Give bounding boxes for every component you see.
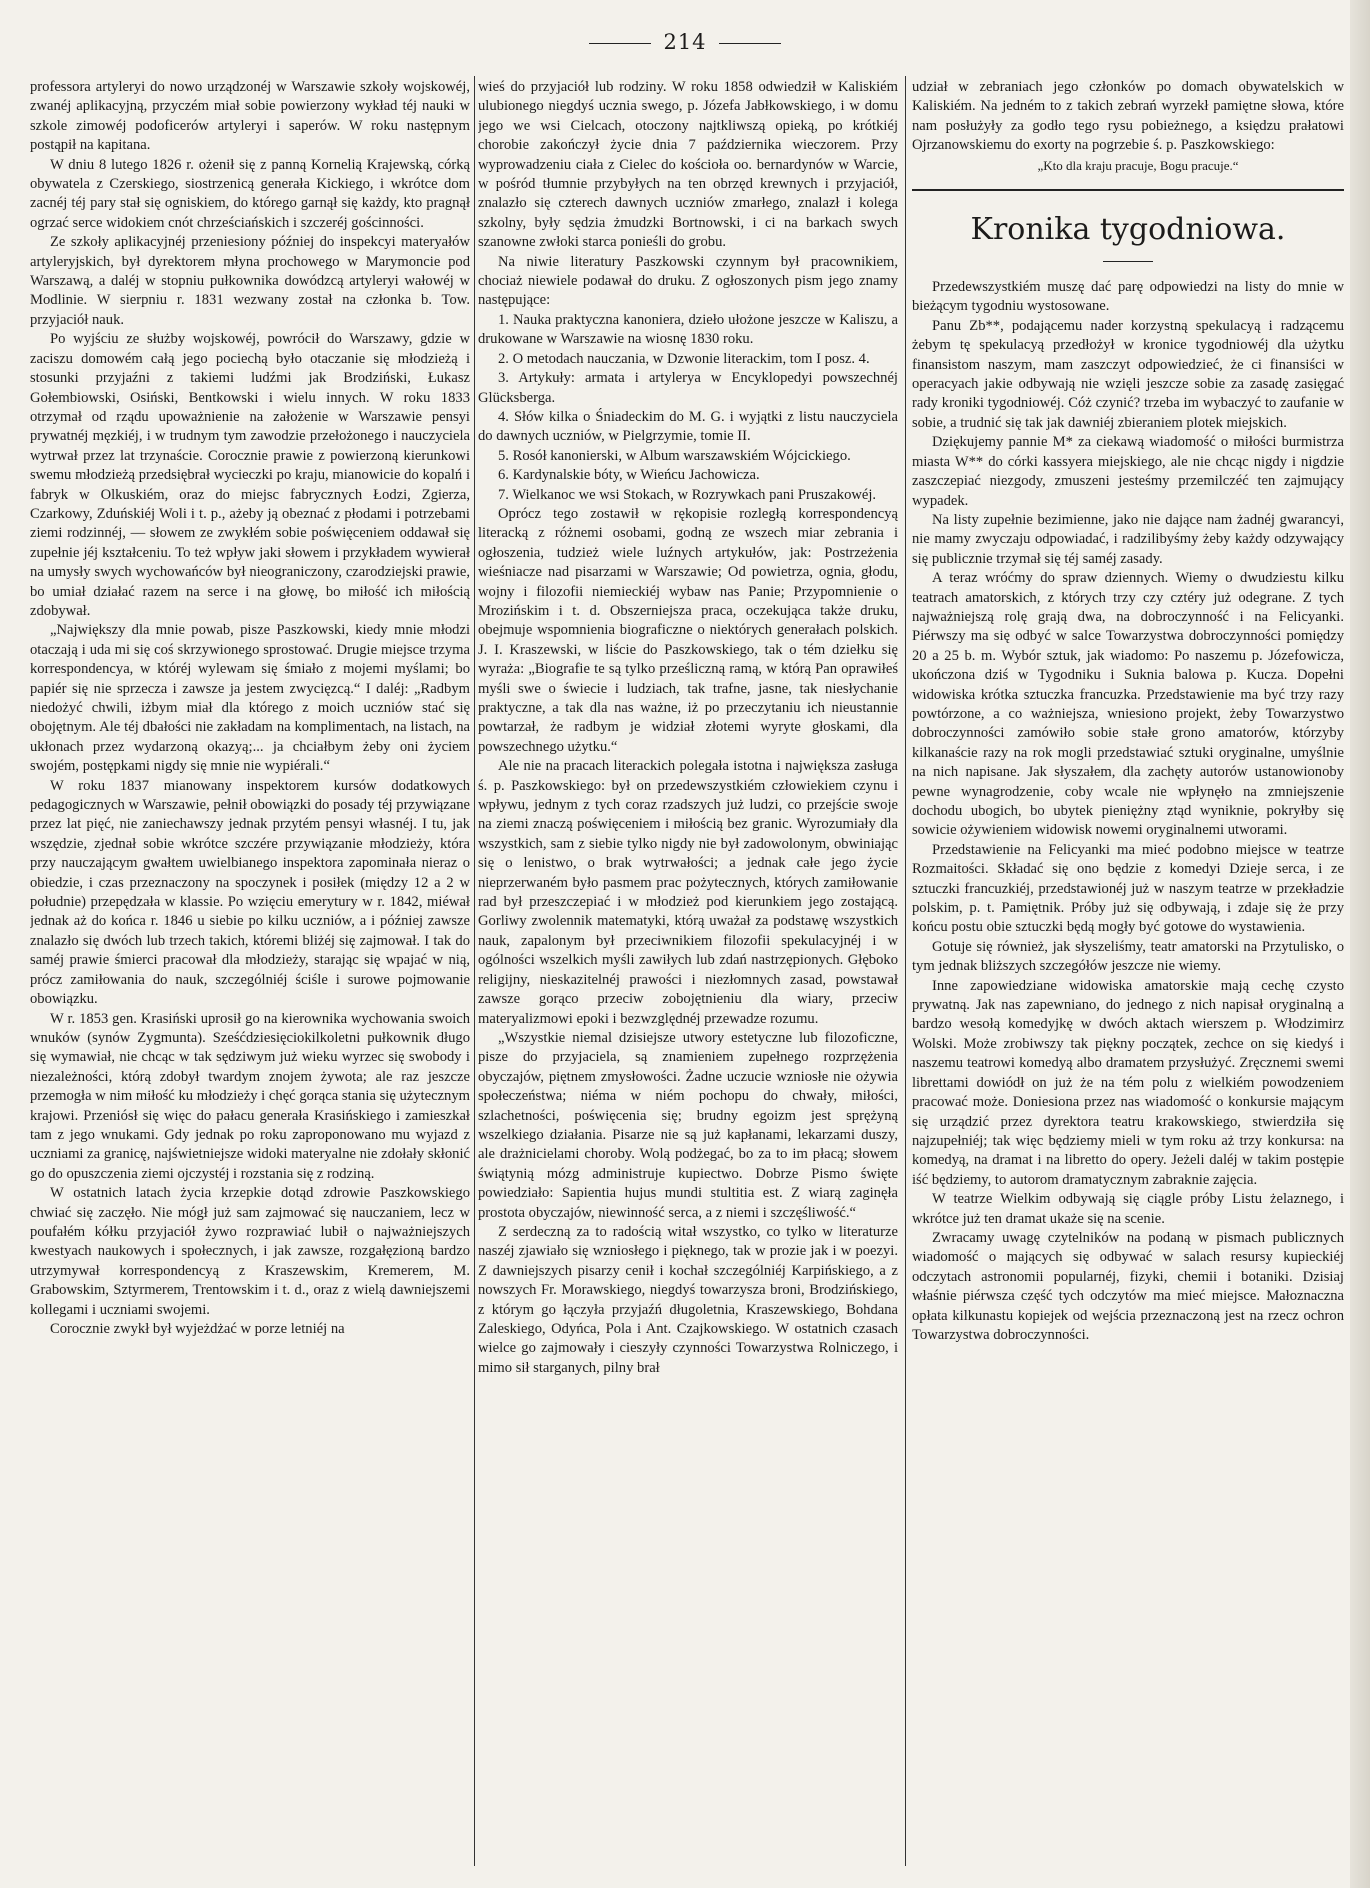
publication-list-item: 6. Kardynalskie bóty, w Wieńcu Jachowicza. — [498, 467, 760, 484]
paragraph: W dniu 8 lutego 1826 r. ożenił się z panną Kornelią Krajewską, córką obywatela z Czerskiego, siostrzenicą generała Kickiego, i wkrótce dom zacnéj téj pary stał się ogniskiem, do którego garnął się każdy, kto pragnął ogrzać serce widokiem cnót chrześciańskich i szczeréj gościnności. — [30, 156, 470, 231]
paragraph: Gotuje się również, jak słyszeliśmy, teatr amatorski na Przytulisko, o tym jednak bliższych szczegółów jeszcze nie wiemy. — [912, 938, 1344, 975]
publication-list-item: 1. Nauka praktyczna kanoniera, dzieło ułożone jeszcze w Kaliszu, a drukowane w Warszawie na wiosnę 1830 roku. — [478, 311, 898, 348]
section-divider — [912, 189, 1344, 191]
publication-list-item: 4. Słów kilka o Śniadeckim do M. G. i wyjątki z listu nauczyciela do dawnych uczniów, w Pielgrzymie, tomie II. — [478, 408, 898, 445]
paragraph: udział w zebraniach jego członków po domach obywatelskich w Kaliskiém. Na jedném to z takich zebrań wyrzekł pamiętne słowa, które nam posłużyły za godło tego rysu pobieżnego, a księdzu prałatowi Ojrzanowskiemu do exorty na pogrzebie ś. p. Paszkowskiego: — [912, 79, 1344, 154]
paragraph: Po wyjściu ze służby wojskowéj, powrócił do Warszawy, gdzie w zaciszu domowém całą jego pociechą było otaczanie się młodzieżą i stosunki przyjaźni z takiemi ludźmi jak Brodziński, Łukasz Gołembiowski, Osiński, Bentkowski i wielu innych. W roku 1833 otrzymał od rządu upoważnienie na założenie w Warszawie pensyi prywatnéj męzkiéj, i w trudnym tym zawodzie przełożonego i nauczyciela wytrwał przez lat trzynaście. Corocznie prawie z powierzoną kierunkowi swemu młodzieżą przedsiębrał wycieczki po kraju, mianowicie do kopalń i fabryk w Olkuskiém, oraz do miejsc fabrycznych Łodzi, Zgierza, Czarkowy, Zduńskiéj Woli i t. p., ażeby ją obeznać z płodami i potrzebami ziemi rodzinnéj, — słowem ze zwykłém sobie poświęceniem oddawał się zupełnie jéj kształceniu. To też wpływ jaki słowem i przykładem wywierał na umysły swych wychowańców był nieograniczony, czarodziejski prawie, bo umiał działać razem na serce i na głowę, bo miłość ich miłością zdobywał. — [30, 331, 470, 619]
paragraph: Corocznie zwykł był wyjeżdżać w porze letniéj na — [50, 1321, 345, 1337]
page-header — [0, 30, 1370, 54]
section-title: Kronika tygodniowa. — [970, 212, 1286, 248]
column-3 — [912, 78, 1344, 1868]
paragraph: wieś do przyjaciół lub rodziny. W roku 1858 odwiedził w Kaliskiém ulubionego niegdyś ucznia swego, p. Józefa Jabłkowskiego, i w domu jego we wsi Cielcach, otoczony najtkliwszą opieką, po krótkiéj chorobie zakończył życie dnia 7 października wieczorem. Przy wyprowadzeniu ciała z Cielec do kościoła oo. bernardynów w Warcie, w pośród tłumnie przybyłych na ten obrzęd krewnych i przyjaciół, znalazło się czterech dawnych uczniów zmarłego, znalazł i kolega szkolny, były sędzia żmudzki Bortnowski, i ci na barkach swych szanowne zwłoki starca ponieśli do grobu. — [478, 79, 898, 251]
paragraph: „Wszystkie niemal dzisiejsze utwory estetyczne lub filozoficzne, pisze do przyjaciela, są znamieniem zupełnego rozprzężenia obyczajów, piętnem zmysłowości. Żadne uczucie wzniosłe nie ożywia społeczeństwa; niéma w niém pochopu do chwały, miłości, szlachetności, poświęcenia się; brudny egoizm jest sprężyną wszelkiego działania. Pisarze nie są już kapłanami, lekarzami duszy, ale drażnicielami choroby. Wolą podżegać, bo za to im płacą; słowem świątynią mózg administruje kupiectwo. Dobrze Pismo święte powiedziało: Sapientia hujus mundi stultitia est. Z wiarą zaginęła prostota obyczajów, niewinność serca, a z niemi i szczęśliwość.“ — [478, 1029, 898, 1221]
publication-list-item: 5. Rosół kanonierski, w Album warszawskiém Wójcickiego. — [498, 447, 851, 464]
header-dash-right — [719, 43, 781, 44]
paragraph: Przedewszystkiém muszę dać parę odpowiedzi na listy do mnie w bieżącym tygodniu wystosowane. — [912, 279, 1344, 315]
page-number: 214 — [663, 30, 707, 54]
page-edge — [1350, 0, 1370, 1888]
paragraph: Na listy zupełnie bezimienne, jako nie dające nam żadnéj gwarancyi, nie mamy zwyczaju odpowiadać, i radzilibyśmy żeby każdy odzywający się publicznie trzymał się téj saméj zasady. — [912, 511, 1344, 567]
column-1 — [30, 78, 470, 1868]
paragraph: W ostatnich latach życia krzepkie dotąd zdrowie Paszkowskiego chwiać się zaczęło. Nie mógł już sam zajmować się nauczaniem, lecz w poufałém kółku przyjaciół żywo rozprawiać lubił o najważniejszych kwestyach naukowych i społecznych, i jak zawsze, rozgałęzioną bardzo utrzymywał korrespondencyą z Kraszewskim, Kremerem, M. Grabowskim, Sztyrmerem, Trentowskim i t. d., oraz z wielą dawniejszemi kollegami i uczniami swojemi. — [30, 1185, 470, 1318]
paragraph: Zwracamy uwagę czytelników na podaną w pismach publicznych wiadomość o mających się odbywać w salach resursy kupieckiéj odczytach astronomii popularnéj, fizyki, chemii i botaniki. Dzisiaj właśnie piérwsza część tych odczytów ma mieć miejsce. Małoznaczna opłata kilkunastu kopiejek od wejścia przeznaczoną jest na rzecz ochron Towarzystwa dobroczynności. — [912, 1229, 1344, 1343]
paragraph: Ale nie na pracach literackich polegała istotna i największa zasługa ś. p. Paszkowskiego: był on przedewszystkiém człowiekiem czynu i wpływu, jednym z tych coraz rzadszych już ludzi, co przejście swoje na ziemi znaczą poświęceniem i miłością bez granic. Wyrozumiały dla wszystkich, sam z siebie tylko nigdy nie był zadowolonym, obwiniając się o lenistwo, o brak wytrwałości; a jednak całe jego życie nieprzerwaném było pasmem prac pożytecznych, których zamiłowanie rad był przeszczepiać i w młodzież pod kierunkiem jego zostającą. Gorliwy zwolennik matematyki, którą uważał za podstawę wszystkich nauk, zapalonym był przeciwnikiem filozofii spekulacyjnéj i w ogólności wszelkich myśli zawiłych lub zdań nastrzępionych. Głęboko religijny, nieskazitelnéj prawości i niezłomnych zasad, powstawał zawsze gorąco przeciw zobojętnieniu dla wiary, przeciw materyalizmowi epoki i bezwzględnéj przewadze rozumu. — [478, 758, 898, 1027]
paragraph: Przedstawienie na Felicyanki ma mieć podobno miejsce w teatrze Rozmaitości. Składać się ono będzie z komedyi Dzieje serca, i ze sztuczki francuzkiéj, przedstawionéj już w naszym teatrze w przekładzie polskim, p. t. Pamiętnik. Próby już się odbywają, i zdaje się że przy końcu postu obie sztuczki będą mogły być gotowe do wystawienia. — [912, 841, 1344, 936]
paragraph: W r. 1853 gen. Krasiński uprosił go na kierownika wychowania swoich wnuków (synów Zygmunta). Sześćdziesięciokilkoletni pułkownik długo się wymawiał, nie chcąc w tak sędziwym już wieku wyrzec się swobody i niezależności, którą zdobył twardym znojem żywota; ale raz jeszcze przemogła w nim miłość ku młodzieży i chęć gorąca stania się użytecznym krajowi. Przeniósł się więc do pałacu generała Krasińskiego i zamieszkał tam z jego wnukami. Gdy jednak po roku zaproponowano mu wyjazd z uczniami za granicę, najświetniejsze widoki materyalne nie zdołały skłonić go do opuszczenia ziemi ojczystéj i rozstania się z rodziną. — [30, 1010, 470, 1182]
paragraph: Panu Zb**, podającemu nader korzystną spekulacyą i radzącemu żebym tę spekulacyą przedłożył w kronice tygodniowéj dla użytku finansistom naszym, mam zaszczyt odpowiedzieć, że ci finansiści w operacyach jakie odbywają nie wzięli jeszcze sobie za zasadę zasięgać rady kroniki tygodniowéj. Cóż czynić? trzeba im wybaczyć to zaufanie w sobie, a trudnić się tak jak dawniéj zbieraniem plotek miejskich. — [912, 317, 1344, 431]
publication-list-item: 3. Artykuły: armata i artylerya w Encyklopedyi powszechnéj Glücksberga. — [478, 370, 898, 406]
motto-quote: „Kto dla kraju pracuje, Bogu pracuje.“ — [1037, 157, 1239, 173]
paragraph: Z serdeczną za to radością witał wszystko, co tylko w literaturze naszéj zjawiało się wzniosłego i pięknego, tak w prozie jak i w poezyi. Z dawniejszych pisarzy cenił i kochał szczególniéj Karpińskiego, a z nowszych Fr. Morawskiego, niegdyś towarzysza broni, Brodzińskiego, z którym go łączyła przyjaźń długoletnia, Kraszewskiego, Bohdana Zaleskiego, Odyńca, Pola i Ant. Czajkowskiego. W ostatnich czasach wielce go zajmowały i cieszyły czynności Towarzystwa Rolniczego, i mimo sił starganych, pilny brał — [478, 1223, 898, 1376]
paragraph: W teatrze Wielkim odbywają się ciągle próby Listu żelaznego, i wkrótce już ten dramat ukaże się na scenie. — [912, 1191, 1344, 1227]
paragraph: Na niwie literatury Paszkowski czynnym był pracownikiem, chociaż niewiele podawał do druku. Z ogłoszonych pism jego znamy następujące: — [478, 253, 898, 309]
paragraph: Oprócz tego zostawił w rękopisie rozległą korrespondencyą literacką z różnemi osobami, godną ze wszech miar zebrania i ogłoszenia, tudzież wiele luźnych artykułów, jak: Postrzeżenia wieśniacze nad pisarzami w Warszawie; Od powietrza, ognia, głodu, wojny i filozofii niemieckiéj wybaw nas Panie; Przypomnienie o Mrozińskim i t. d. Obszerniejsza praca, oczekująca także druku, obejmuje wspomnienia biograficzne o niektórych generałach polskich. J. I. Kraszewski, w liście do Paszkowskiego, tak o tém dziełku się wyraża: „Biografie te są tylko prześliczną ramą, w którą Pan oprawiłeś myśli swe o świecie i ludziach, tak trafne, jasne, tak niesłychanie praktyczne, a tak dla nas ważne, iż po przeczytaniu ich nieustannie powtarzał, że radbym je widział złotemi wyryte głoskami, dla powszechnego użytku.“ — [478, 505, 898, 755]
column-2 — [478, 78, 898, 1868]
header-dash-left — [589, 43, 651, 44]
paragraph: professora artyleryi do nowo urządzonéj w Warszawie szkoły wojskowéj, zwanéj aplikacyjną, przyczém miał sobie powierzony wykład téj nauki w szkole zimowéj podoficerów artyleryi i saperów. W roku następnym postąpił na kapitana. — [30, 79, 470, 154]
column-divider-1 — [474, 76, 475, 1866]
column-divider-2 — [905, 76, 906, 1866]
paragraph: Ze szkoły aplikacyjnéj przeniesiony później do inspekcyi materyałów artyleryjskich, był dyrektorem młyna prochowego w Marymoncie pod Warszawą, a daléj w stopniu pułkownika dowódzcą artyleryi wałowéj w Modlinie. W sierpniu r. 1831 wezwany został na członka b. Tow. przyjaciół nauk. — [30, 234, 470, 328]
paragraph: „Największy dla mnie powab, pisze Paszkowski, kiedy mnie młodzi otaczają i uda mi się coś skrzywionego sprostować. Drugie miejsce trzyma korrespondencya, w któréj wylewam się śmiało z mojemi myślami; bo papiér się nie sprzecza i zawsze ja jestem zwycięzcą.“ I daléj: „Radbym niedożyć chwili, iżbym miał dla którego z moich uczniów stać się obojętnym. Ale téj dbałości nie zakładam na komplimentach, na listach, na ukłonach przez wydarzoną okazyą;... ja chciałbym żeby oni życiem swojém, postępkami nigdy się mnie nie wypiérali.“ — [30, 622, 470, 775]
paragraph: Inne zapowiedziane widowiska amatorskie mają cechę czysto prywatną. Jak nas zapewniano, do jednego z nich napisał oryginalną a bardzo wesołą komedyjkę w dwóch aktach wierszem p. Włodzimirz Wolski. Może zrobiwszy tak piękny początek, zechce on się kiedyś i naszemu teatrowi komedyą albo dramatem przysłużyć. Zręcznemi swemi librettami dowiódł on już że na tém polu z wielkiém powodzeniem pracować może. Doniesiona przez nas wiadomość o konkursie mającym się urządzić przez dyrektora teatru krakowskiego, stwierdziła się najzupełniéj; tak więc będziemy mieli w tym roku aż trzy konkursa: na komedyą, na dramat i na libretto do opery. Jeżeli daléj w takim postępie iść będziemy, to autorom dramatycznym zabraknie zajęcia. — [912, 977, 1344, 1188]
publication-list-item: 2. O metodach nauczania, w Dzwonie literackim, tom I posz. 4. — [498, 350, 870, 367]
paragraph: Dziękujemy pannie M* za ciekawą wiadomość o miłości burmistrza miasta W** do córki kassyera miejskiego, ale nie chcąc nigdy i nigdzie zaszczepiać niezgody, zmuszeni jesteśmy przemilczéć ten zajmujący wypadek. — [912, 434, 1344, 509]
paragraph: A teraz wróćmy do spraw dziennych. Wiemy o dwudziestu kilku teatrach amatorskich, z których trzy czy cztéry już odegrane. Z tych najważniejszą rolę grają dwa, na dobroczynność i na Felicyanki. Piérwszy ma się odbyć w salce Towarzystwa dobroczynności pomiędzy 20 a 25 b. m. Wybór sztuk, jak wiadomo: Po naszemu p. Józefowicza, ukończona dziś w Tygodniku i Suknia balowa p. Kucza. Dopełni widowiska krótka sztuczka francuzka. Przedstawienie ma być trzy razy powtórzone, a co ważniejsza, wniesiono projekt, żeby Towarzystwo dobroczynności zamówiło sobie stałe grono amatorów, którzyby kilkanaście razy na rok mogli przedstawiać sztuki oryginalne, umyślnie na nich napisane. Jak słyszałem, dla zachęty autorów ustanowionoby pewne wynagrodzenie, coby wcale nie wpłynęło na zmniejszenie dochodu ubogich, bo ubytek pieniężny ztąd wyniknie, pokryłby się sowicie ożywieniem widowisk nowemi oryginalnemi utworami. — [912, 570, 1344, 839]
publication-list-item: 7. Wielkanoc we wsi Stokach, w Rozrywkach pani Pruszakowéj. — [498, 486, 877, 503]
paragraph: W roku 1837 mianowany inspektorem kursów dodatkowych pedagogicznych w Warszawie, pełnił obowiązki do posady téj przywiązane przez lat pięć, nie zaniechawszy jednak przytém pensyi własnéj. I tu, jak wszędzie, zjednał sobie wkrótce szczére przywiązanie młodzieży, która przy nauczającym gwałtem uwielbianego inspektora zapominała nieraz o obiedzie, i czas przeznaczony na spoczynek i posiłek (między 12 a 2 w południe) przepędzała w klassie. Po wzięciu emerytury w r. 1842, miéwał jednak aż do końca r. 1846 u siebie po kilku uczniów, a i później zawsze znalazło się dwóch lub trzech takich, któremi bliżéj się zajmował. I tak do saméj prawie śmierci pracował dla młodzieży, starając się wpajać w nią, prócz zamiłowania do nauk, szczególniéj ściśle i surowe pojmowanie obowiązku. — [30, 777, 470, 1008]
title-underline — [1103, 261, 1153, 262]
